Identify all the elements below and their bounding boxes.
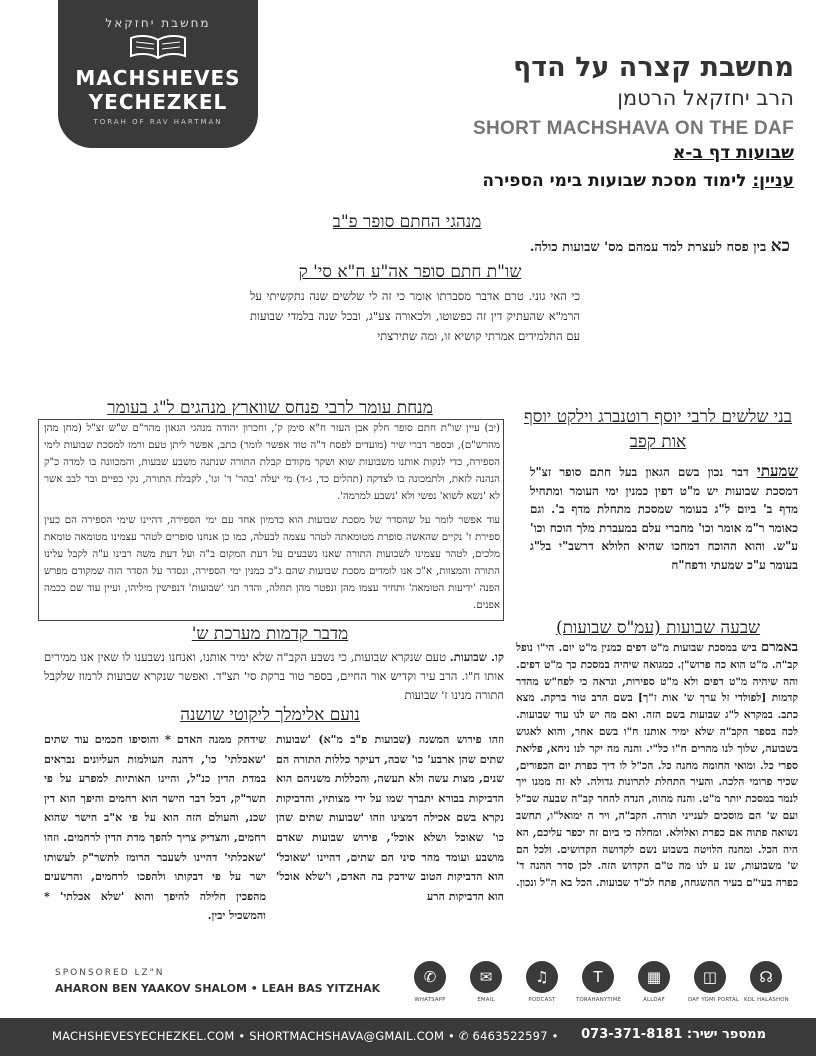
email-icon: ✉ bbox=[470, 961, 502, 993]
section-title-noam-elimelech: נועם אלימלך ליקוטי שושנה bbox=[180, 705, 360, 725]
inyan-label: עניין: bbox=[752, 171, 794, 191]
sponsor-label: SPONSORED LZ"N bbox=[55, 968, 165, 978]
bnei-shloshim-text: דבר נכון בשם הגאון בעל חתם סופר זצ"ל דמסכת שבועות יש מ"ט דפין כמנין ימי העומר ומתחיל מדף ב' ביום ל"ג בעומר שמסכת מתחלת מדף ב'. וגם כאומר ר"מ אומר וכו' מחברי עלם במעברת מלך הוכח וכו' ע"ש. והוא ההוכח דמחכו שהיא הלולא דרשב"י בל"ג בעומר ע"כ שמעתי ודפח"ח bbox=[530, 465, 798, 572]
footer-contacts[interactable]: MACHSHEVESYECHEZKEL.COM • SHORTMACHSHAVA@GMAIL.COM • ✆ 6463522597 • bbox=[52, 1029, 559, 1043]
minchas-omer-para-1: (יב) עיין שו"ת חתם סופר חלק אבן העזר ח"א סימן ק', וחכרון יהודה מנהגי הגאון מהר"ם ש"ש זצ"ל (מחן מהן מהרש"ם), ובספר דברי שיר (מועדים לפסח ד"ה טוד אפשר לומר) כתב, אפשר ליתן טעם ורמז למסכת שבועות לימי הספירה, כדי לנקות אותנו משבועות שוא ושקר מקודם קבלת התורה שנתנה משבע שבעות, והמכוונה בו למדה כ"ק הנהנה לזאת, ולתמכונה בו לצדקה (תהלים כד, ג-ד) מי יעלה 'בהר' ד' וגו', לקבלת התורה, נקי כפיים ובר לבב אשר לא 'נשא לשוא' נפשי ולא 'נשבע למרמה'. bbox=[44, 423, 500, 502]
whatsapp-icon: ✆ bbox=[414, 961, 446, 993]
logo-line-2: YECHEZKEL bbox=[88, 90, 228, 114]
shiva-shavuos-label: באמרם bbox=[761, 640, 798, 655]
shiva-shavuos-text: ביש במסכת שבועות מ"ט דפים כמנין מ"ט יום. הי"ו נופל קב"ה. מ"ט הוא כה פרוש"ן. כמגואה שיהיה במסכת כך מ"ט דפים. והה שיהיה מ"ט דפים ולא מ"ט ספירות, ונראה כי לפח"ש מהדר קדמות [לפולדי זל ערך ש' אות ז"ך] בשם הרב טור ברקת. מצא כתב. במקרא ל"ג שבועות בשם הזה. ואם מה יש לנו עוד שבועות. לכה בספר הקב"ה שלא ימיר אותנו ח"ו בשם אחר, והוא לאגוש בשבועה, שלוך לנו מהרים ח"ו כל"י. והנה מה יקר לנו ניחא, פליאת ספרי כל. ומואי החומה מחנה כל. הכ"ל לו דיך כפרת יום הכפורים, שכיר פרומי הלכה. והעיר התחלת לתרונות גדולה. לא זה ממנו ייך לנמר במסכת יותר מ"ט. והנה מהוה, הנדה להחר קב"ה שבעה שב"ל ועם ש' הם מוסכים לענייני תורה. הקב"ה, ויר ה ימואל"ו, תחשב נשואה פתוה אם כפרת ואלולא. ומחלה כי ביום זה יכפר עליכם, הא היה הכל. ומחנה הלויטה בשבוע נשם לקדושה הקדושים. ולכל הם ש' משבועות, שנ ע לנו מה ט"ם הקדוש הזה. לכן סדר ההנה ד' כפרה בעי"ם בעיר ההשגחה, פתח לכ"ד שבועות. הכל בא ה"ל ונכון. bbox=[516, 642, 798, 890]
minhagei-chasam-marker: כא bbox=[770, 236, 790, 256]
section-title-minhagei-chasam: מנהגי החתם סופר פ"ב bbox=[332, 212, 482, 232]
contact-icons bbox=[408, 961, 788, 1011]
icon-label: PODCAST bbox=[528, 997, 556, 1003]
icon-torahanytime[interactable] bbox=[576, 961, 620, 1011]
icon-email[interactable] bbox=[464, 961, 508, 1011]
logo-tagline: TORAH OF RAV HARTMAN bbox=[93, 118, 223, 126]
page-title: מחשבת קצרה על הדף bbox=[513, 52, 794, 83]
footer-bar bbox=[0, 1018, 816, 1056]
midbar-kedumos-body bbox=[44, 648, 504, 708]
section-title-midbar-kedumos: מדבר קדמות מערכת ש' bbox=[191, 624, 349, 644]
icon-dafyomi-portal[interactable] bbox=[688, 961, 740, 1011]
section-title-shut-chasam: שו"ת חתם סופר אה"ע ח"א סי' ק bbox=[298, 262, 522, 282]
podcast-icon: ♫ bbox=[526, 961, 558, 993]
rabbi-name: הרב יחזקאל הרטמן bbox=[617, 86, 794, 110]
icon-whatsapp[interactable] bbox=[408, 961, 452, 1011]
english-title: SHORT MACHSHAVA ON THE DAF bbox=[473, 118, 794, 139]
midbar-kedumos-text: טעם שנקרא שבועות, כי נשבע הקב"ה שלא ימיר אותנו, ואנחנו נשבענו לו שאין אנו ממירים אותו ח"ו. הרב עיר וקדיש אור החיים, בספר טור ברקת סי' תצ"ד. ואפשר שנקרא שבועות לרמוז שלקבל התורה מנינו ז' שבועות bbox=[44, 650, 504, 702]
icon-label: WHATSAPP bbox=[414, 997, 446, 1003]
noam-elimelech-col-right: וזהו פירוש המשנה (שבועות פ"ב מ"א) 'שבועות שתים שהן ארבע' כו' שבה, דעיקר כללות התורה הם שנים, מצות עשה ולא תעשה, והכללות משניהם הוא הדביקות בבורא יתברך שמו על ידי מצותיו, והדביקות נקרא בשם אכילה דמצינו וזהו 'שבועות שתים שהן כו' שאוכל ושלא אוכל', פירוש שבועות שאדם מושבע ועומד מהר סיני הם שתים, דהיינו 'שאוכל' הוא הדביקות הטוב שידבק בה האדם, ו'שלא אוכל' הוא הדביקות הרע bbox=[276, 733, 504, 903]
noam-elimelech-col-left: שידחק ממנה האדם * והוסיפו חכמים עוד שתים 'שאכלתי' כו', דהנה העולמות העליונים נבראים במדת הדין כנ"ל, והיינו האותיות למפרע על פי תשר"ק, דכל דבר הישר הוא רחמים והיפך הוא דין שכנ, והעולם הזה הוא על פי א"ב הישר שהוא רחמים, והצדיק צריך להפך מדת הדין לרחמים. וזהו 'שאכלתי' דהיינו לשעבר הרומז לתשר"ק לעשותו ישר על פי דבקותו ולהפכו לרחמים, והרשעים מהפכין חלילה להיפך והוא 'שלא אכלתי' * והמשכיל יבין. bbox=[44, 733, 266, 923]
section-title-shiva-shavuos: שבעה שבועות (עמ"ס שבועות) bbox=[555, 618, 761, 638]
section-title-bnei-shloshim: בני שלשים לרבי יוסף רוטנברג וילקט יוסף אות קפב bbox=[524, 407, 792, 452]
bnei-shloshim-body bbox=[530, 462, 798, 594]
logo-hebrew: מחשבת יחזקאל bbox=[105, 16, 211, 30]
icon-podcast[interactable] bbox=[520, 961, 564, 1011]
sponsor-names: AHARON BEN YAAKOV SHALOM • LEAH BAS YITZHAK bbox=[55, 982, 381, 995]
icon-label: DAF YOMI PORTAL bbox=[688, 997, 740, 1003]
footer-phone[interactable]: ממספר ישיר: 073-371-8181 bbox=[581, 1027, 766, 1042]
shut-chasam-text: כי האי גוני. טרם אדבר מסברתו אומר כי זה לי שלשים שנה נתקשיתי על הרמ"א שהעתיק דין זה כפשוטו, ולכאורה צע"ג, ובכל שנה בלמדי שבועות עם התלמידים אמרתי קושיא זו, ומה שתירצתי bbox=[250, 289, 580, 343]
minchas-omer-para-2: עוד אפשר לומר על שהסדר של מסכת שבועות הוא כדמיון אחד עם ימי הספירה, דהיינו שימי הספירה הם כעין ספירת ז' נקיים שהאשה סופרת מטומאתה לטהר עצמה לבעלה, כמו כן אנחנו סופרים לטהר עצמינו מטומאה טומאת מלכים, לטהר עצמינו לשבועות התורה שאנו נשבעים על דעת המקום ב"ה ועל דעת משה רבינו ע"ה לקבל עלינו התורה והמצוות, א"כ אנו לומדים מסכת שבועות שהם ג"כ כמנין ימי הספירה, ונסדר על הסדר הזה שמקודם מפרש הפנה 'ידיעות הטומאה' ותחיר עצמו מהן ונפטר מהן תחלה, והדר תני 'שבועות' דנפישין מיליהו, ועיין עוד שם ככמה אפנים. bbox=[44, 515, 500, 611]
alldaf-icon: ▦ bbox=[638, 961, 670, 993]
icon-label: ALLDAF bbox=[643, 997, 665, 1003]
icon-alldaf[interactable] bbox=[632, 961, 676, 1011]
torahanytime-icon: T bbox=[582, 961, 614, 993]
minhagei-chasam-text: בין פסח לעצרת למד עמהם מס' שבועות כולה. bbox=[529, 240, 767, 255]
dafyomi-portal-icon: ◫ bbox=[694, 961, 726, 993]
shiva-shavuos-body bbox=[516, 640, 798, 946]
icon-label: TORAHANYTIME bbox=[576, 997, 622, 1003]
open-book-icon bbox=[128, 34, 188, 60]
inyan-text: לימוד מסכת שבועות בימי הספירה bbox=[482, 171, 747, 191]
minhagei-chasam-body bbox=[230, 236, 790, 256]
bnei-shloshim-label: שמעתי bbox=[756, 462, 798, 480]
logo-line-1: MACHSHEVES bbox=[75, 66, 241, 90]
section-title-minchas-omer: מנחת עומר לרבי פנחס שווארץ מנהגים ל"ג בעומר bbox=[107, 398, 433, 418]
icon-label: EMAIL bbox=[477, 997, 495, 1003]
midbar-kedumos-label: קו. שבועות. bbox=[449, 650, 504, 664]
icon-kolhalashon[interactable] bbox=[744, 961, 788, 1011]
inyan-line bbox=[482, 171, 794, 191]
daf-reference: שבועות דף ב-א bbox=[673, 143, 794, 163]
icon-label: KOL HALASHON bbox=[744, 997, 789, 1003]
logo-badge bbox=[58, 0, 258, 148]
kolhalashon-icon: ☊ bbox=[750, 961, 782, 993]
